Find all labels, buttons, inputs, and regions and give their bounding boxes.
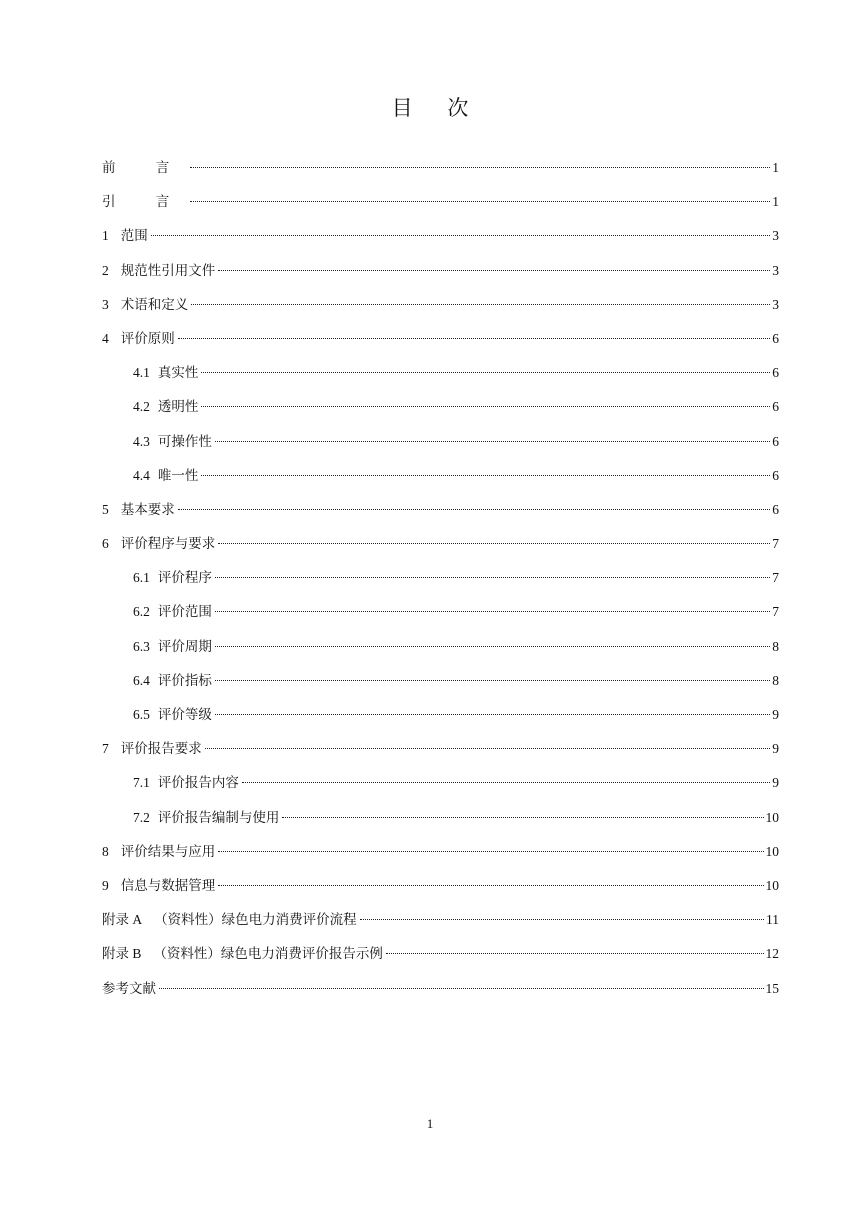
toc-entry[interactable] <box>102 669 779 703</box>
toc-entry-page: 7 <box>772 536 779 552</box>
toc-entry-label: 前 言 <box>102 160 188 176</box>
toc-entry-page: 10 <box>765 843 779 859</box>
toc-entry-number: 6.5 <box>133 707 150 722</box>
dot-leader <box>215 611 770 612</box>
toc-entry[interactable] <box>102 635 779 669</box>
toc-entry-page: 3 <box>772 262 779 278</box>
toc-entry-page: 7 <box>772 604 779 620</box>
toc-entry-number: 7.1 <box>133 775 150 791</box>
dot-leader <box>218 270 770 271</box>
toc-entry[interactable] <box>102 703 779 737</box>
toc-entry[interactable] <box>102 942 779 976</box>
toc-entry-label: 透明性 <box>157 399 199 416</box>
dot-leader <box>201 372 770 373</box>
dot-leader <box>178 338 771 339</box>
dot-leader <box>178 509 771 510</box>
dot-leader <box>215 680 770 681</box>
toc-entry-label: 评价程序 <box>157 570 212 587</box>
toc-entry[interactable] <box>102 327 779 361</box>
toc-entry-page: 1 <box>772 194 779 210</box>
toc-entry-label: （资料性）绿色电力消费评价流程 <box>154 912 357 929</box>
toc-entry-label: （资料性）绿色电力消费评价报告示例 <box>153 946 383 963</box>
page-number: 1 <box>426 1116 434 1131</box>
toc-entry-label: 评价程序与要求 <box>120 536 216 553</box>
toc-entry-label: 术语和定义 <box>120 296 189 313</box>
toc-entry-page: 10 <box>765 809 779 825</box>
toc-entry-number: 4.3 <box>133 433 150 449</box>
toc-entry[interactable] <box>102 874 779 908</box>
toc-entry-number: 6.3 <box>133 638 150 654</box>
toc-entry-number: 6.1 <box>133 570 150 586</box>
toc-entry-page: 6 <box>772 467 779 483</box>
dot-leader <box>215 577 770 578</box>
toc-entry[interactable] <box>102 977 779 1011</box>
table-of-contents <box>102 156 779 1011</box>
toc-entry[interactable] <box>102 908 779 942</box>
toc-entry-label: 范围 <box>120 228 148 245</box>
toc-entry-number: 7 <box>102 741 109 757</box>
toc-entry-page: 8 <box>772 672 779 688</box>
toc-entry[interactable] <box>102 224 779 258</box>
toc-entry-label: 规范性引用文件 <box>120 262 216 279</box>
toc-entry-number: 6.2 <box>133 604 150 620</box>
toc-entry-page: 6 <box>772 330 779 346</box>
toc-entry[interactable] <box>102 566 779 600</box>
toc-entry[interactable] <box>102 361 779 395</box>
toc-entry-number: 8 <box>102 843 109 859</box>
toc-entry[interactable] <box>102 156 779 190</box>
toc-entry-label: 唯一性 <box>157 467 199 484</box>
toc-entry[interactable] <box>102 395 779 429</box>
toc-entry-number: 2 <box>102 262 109 278</box>
dot-leader <box>215 441 770 442</box>
toc-entry-page: 1 <box>772 160 779 175</box>
toc-entry[interactable] <box>102 600 779 634</box>
toc-entry-label: 评价报告要求 <box>120 741 202 758</box>
toc-entry-label: 真实性 <box>157 365 199 382</box>
dot-leader <box>282 817 763 818</box>
toc-entry-number: 4 <box>102 330 109 346</box>
toc-entry-label: 参考文献 <box>102 980 156 997</box>
toc-entry-number: 附录 A <box>102 912 143 928</box>
toc-entry-number: 4.2 <box>133 399 150 415</box>
dot-leader <box>151 235 771 236</box>
toc-entry-page: 3 <box>772 296 779 312</box>
toc-entry-number: 4.1 <box>133 365 150 381</box>
dot-leader <box>218 543 770 544</box>
dot-leader <box>218 885 763 886</box>
toc-entry-page: 8 <box>772 638 779 654</box>
toc-entry-number: 1 <box>102 228 109 244</box>
toc-entry-page: 12 <box>765 946 779 962</box>
dot-leader <box>215 714 770 715</box>
toc-entry[interactable] <box>102 840 779 874</box>
toc-entry-page: 15 <box>765 980 779 996</box>
toc-entry[interactable] <box>102 190 779 224</box>
toc-entry-label: 评价范围 <box>157 604 212 621</box>
toc-entry-label: 可操作性 <box>157 433 212 450</box>
toc-entry[interactable] <box>102 430 779 464</box>
toc-entry-number: 附录 B <box>102 946 142 962</box>
toc-entry-label: 评价报告内容 <box>157 775 239 792</box>
dot-leader <box>191 304 770 305</box>
toc-entry-label: 评价结果与应用 <box>120 843 216 860</box>
toc-entry-page: 6 <box>772 501 779 517</box>
toc-entry-page: 6 <box>772 433 779 449</box>
dot-leader <box>190 201 770 202</box>
toc-entry-page: 11 <box>766 912 779 928</box>
toc-entry-page: 10 <box>765 877 779 893</box>
dot-leader <box>218 851 763 852</box>
toc-entry-page: 9 <box>772 707 779 722</box>
toc-entry-label: 评价等级 <box>157 707 212 723</box>
toc-entry-number: 6.4 <box>133 672 150 688</box>
toc-entry-number: 7.2 <box>133 809 150 825</box>
toc-entry-page: 6 <box>772 365 779 381</box>
dot-leader <box>205 748 771 749</box>
toc-entry-label: 评价原则 <box>120 330 175 347</box>
toc-entry[interactable] <box>102 532 779 566</box>
toc-entry-number: 5 <box>102 501 109 517</box>
toc-entry-page: 9 <box>772 775 779 791</box>
dot-leader <box>215 646 770 647</box>
toc-entry[interactable] <box>102 259 779 293</box>
toc-entry-page: 3 <box>772 228 779 244</box>
toc-entry[interactable] <box>102 806 779 840</box>
toc-entry-number: 4.4 <box>133 467 150 483</box>
dot-leader <box>242 782 770 783</box>
page-title: 目 次 <box>391 96 483 120</box>
toc-entry-page: 7 <box>772 570 779 586</box>
toc-entry-page: 9 <box>772 741 779 757</box>
dot-leader <box>201 406 770 407</box>
toc-entry[interactable] <box>102 737 779 771</box>
toc-entry[interactable] <box>102 293 779 327</box>
toc-entry-number: 3 <box>102 296 109 312</box>
dot-leader <box>386 953 764 954</box>
toc-entry-number: 6 <box>102 536 109 552</box>
dot-leader <box>201 475 770 476</box>
toc-entry-label: 评价报告编制与使用 <box>157 809 280 826</box>
dot-leader <box>159 988 764 989</box>
toc-entry[interactable] <box>102 498 779 532</box>
toc-entry-label: 信息与数据管理 <box>120 877 216 894</box>
toc-entry-page: 6 <box>772 399 779 415</box>
toc-entry[interactable] <box>102 771 779 805</box>
toc-entry-number: 9 <box>102 877 109 893</box>
dot-leader <box>190 167 770 168</box>
toc-entry-label: 评价指标 <box>157 672 212 689</box>
toc-entry[interactable] <box>102 464 779 498</box>
toc-entry-label: 基本要求 <box>120 501 175 518</box>
toc-entry-label: 引 言 <box>102 194 188 211</box>
toc-entry-label: 评价周期 <box>157 638 212 655</box>
dot-leader <box>360 919 764 920</box>
